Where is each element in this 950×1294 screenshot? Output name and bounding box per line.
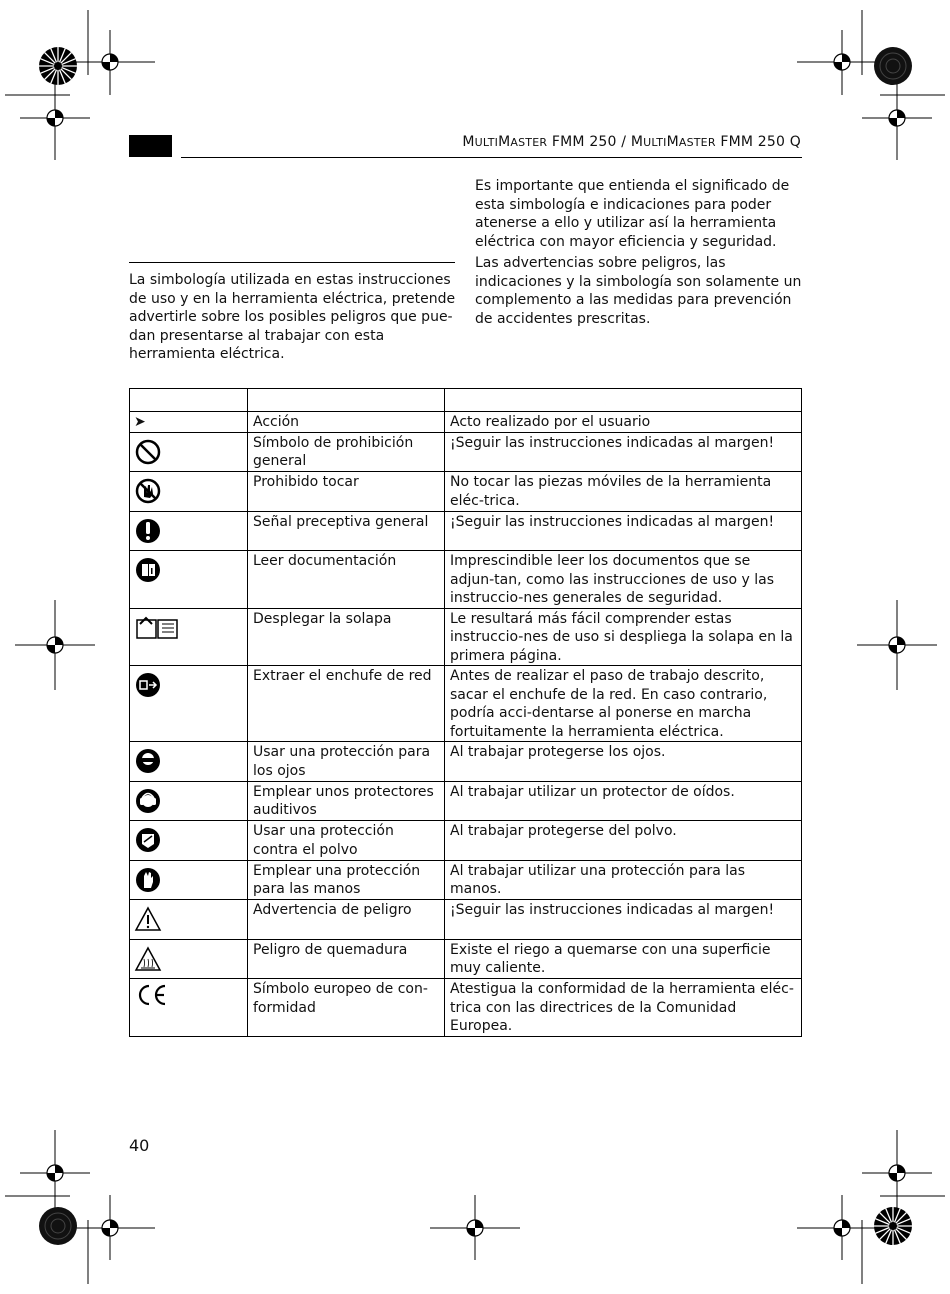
prohibition-icon	[134, 434, 162, 466]
header-rule	[181, 157, 802, 158]
symbol-description: Le resultará más fácil comprender estas instruccio-nes de uso si despliega la solapa en la primera página.	[445, 608, 802, 666]
symbol-name: Usar una protección contra el polvo	[248, 821, 445, 861]
symbol-name: Símbolo de prohibición general	[248, 432, 445, 472]
no-touch-icon	[134, 473, 162, 505]
symbol-description: ¡Seguir las instrucciones indicadas al margen!	[445, 511, 802, 551]
table-row	[130, 412, 802, 433]
table-header-cell	[248, 389, 445, 412]
fold-out-icon	[134, 610, 180, 642]
page-number: 40	[129, 1136, 150, 1155]
symbol-name: Emplear una protección para las manos	[248, 860, 445, 900]
warning-icon	[134, 901, 162, 933]
table-row	[130, 551, 802, 609]
header-black-tab	[129, 135, 172, 157]
symbols-table	[129, 388, 802, 1037]
ear-protection-icon	[134, 783, 162, 815]
table-header-row	[130, 389, 802, 412]
symbol-name: Peligro de quemadura	[248, 939, 445, 979]
symbol-description: No tocar las piezas móviles de la herramienta eléc-trica.	[445, 472, 802, 512]
symbol-description: Acto realizado por el usuario	[445, 412, 802, 433]
symbol-description: Al trabajar utilizar un protector de oídos.	[445, 781, 802, 821]
table-row	[130, 511, 802, 551]
table-row	[130, 979, 802, 1037]
symbol-name: Emplear unos protectores auditivos	[248, 781, 445, 821]
symbol-description: Al trabajar utilizar una protección para las manos.	[445, 860, 802, 900]
dust-mask-icon	[134, 822, 162, 854]
symbol-description: Al trabajar protegerse los ojos.	[445, 742, 802, 782]
symbol-name: Advertencia de peligro	[248, 900, 445, 940]
header-title: MULTIMASTER FMM 250 / MULTIMASTER FMM 250 Q	[462, 134, 801, 150]
table-header-cell	[130, 389, 248, 412]
symbol-description: ¡Seguir las instrucciones indicadas al margen!	[445, 432, 802, 472]
symbol-name: Usar una protección para los ojos	[248, 742, 445, 782]
symbol-name: Leer documentación	[248, 551, 445, 609]
section-rule	[129, 262, 455, 263]
table-row	[130, 742, 802, 782]
unplug-icon	[134, 667, 162, 699]
table-row	[130, 900, 802, 940]
symbol-description: Atestigua la conformidad de la herramienta eléc-trica con las directrices de la Comunidad Europea.	[445, 979, 802, 1037]
eye-protection-icon	[134, 743, 162, 775]
mandatory-icon	[134, 513, 162, 545]
table-header-cell	[445, 389, 802, 412]
intro-right-paragraph-2: Las advertencias sobre peligros, las indicaciones y la simbología son solamente un complemento a las medidas para prevención de accidentes prescritas.	[475, 255, 802, 327]
intro-left-paragraph: La simbología utilizada en estas instrucciones de uso y en la herramienta eléctrica, pretende advertirle sobre los posibles peligros que pue-dan presentarse al trabajar con esta herramienta eléctrica.	[129, 272, 456, 362]
read-docs-icon	[134, 552, 162, 584]
table-row	[130, 608, 802, 666]
table-row	[130, 781, 802, 821]
symbol-name: Acción	[248, 412, 445, 433]
table-row	[130, 666, 802, 742]
symbol-description: Antes de realizar el paso de trabajo descrito, sacar el enchufe de la red. En caso contrario, podría acci-dentarse al ponerse en marcha fortuitamente la herramienta eléctrica.	[445, 666, 802, 742]
symbol-description: ¡Seguir las instrucciones indicadas al margen!	[445, 900, 802, 940]
symbol-name: Prohibido tocar	[248, 472, 445, 512]
symbol-description: Existe el riego a quemarse con una superficie muy caliente.	[445, 939, 802, 979]
intro-right-paragraph-1: Es importante que entienda el significado de esta simbología e indicaciones para poder atenerse a ello y utilizar así la herramienta eléctrica con mayor eficiencia y seguridad.	[475, 178, 790, 250]
arrow-icon: ➤	[134, 414, 146, 430]
table-row	[130, 432, 802, 472]
symbol-name: Señal preceptiva general	[248, 511, 445, 551]
table-row	[130, 472, 802, 512]
symbol-description: Al trabajar protegerse del polvo.	[445, 821, 802, 861]
hot-surface-icon	[134, 941, 162, 973]
ce-mark-icon	[134, 980, 170, 1008]
table-row	[130, 939, 802, 979]
symbol-name: Desplegar la solapa	[248, 608, 445, 666]
symbol-description: Imprescindible leer los documentos que se adjun-tan, como las instrucciones de uso y las instruccio-nes generales de seguridad.	[445, 551, 802, 609]
table-row	[130, 821, 802, 861]
table-row	[130, 860, 802, 900]
symbol-name: Extraer el enchufe de red	[248, 666, 445, 742]
gloves-icon	[134, 862, 162, 894]
symbol-name: Símbolo europeo de con-formidad	[248, 979, 445, 1037]
